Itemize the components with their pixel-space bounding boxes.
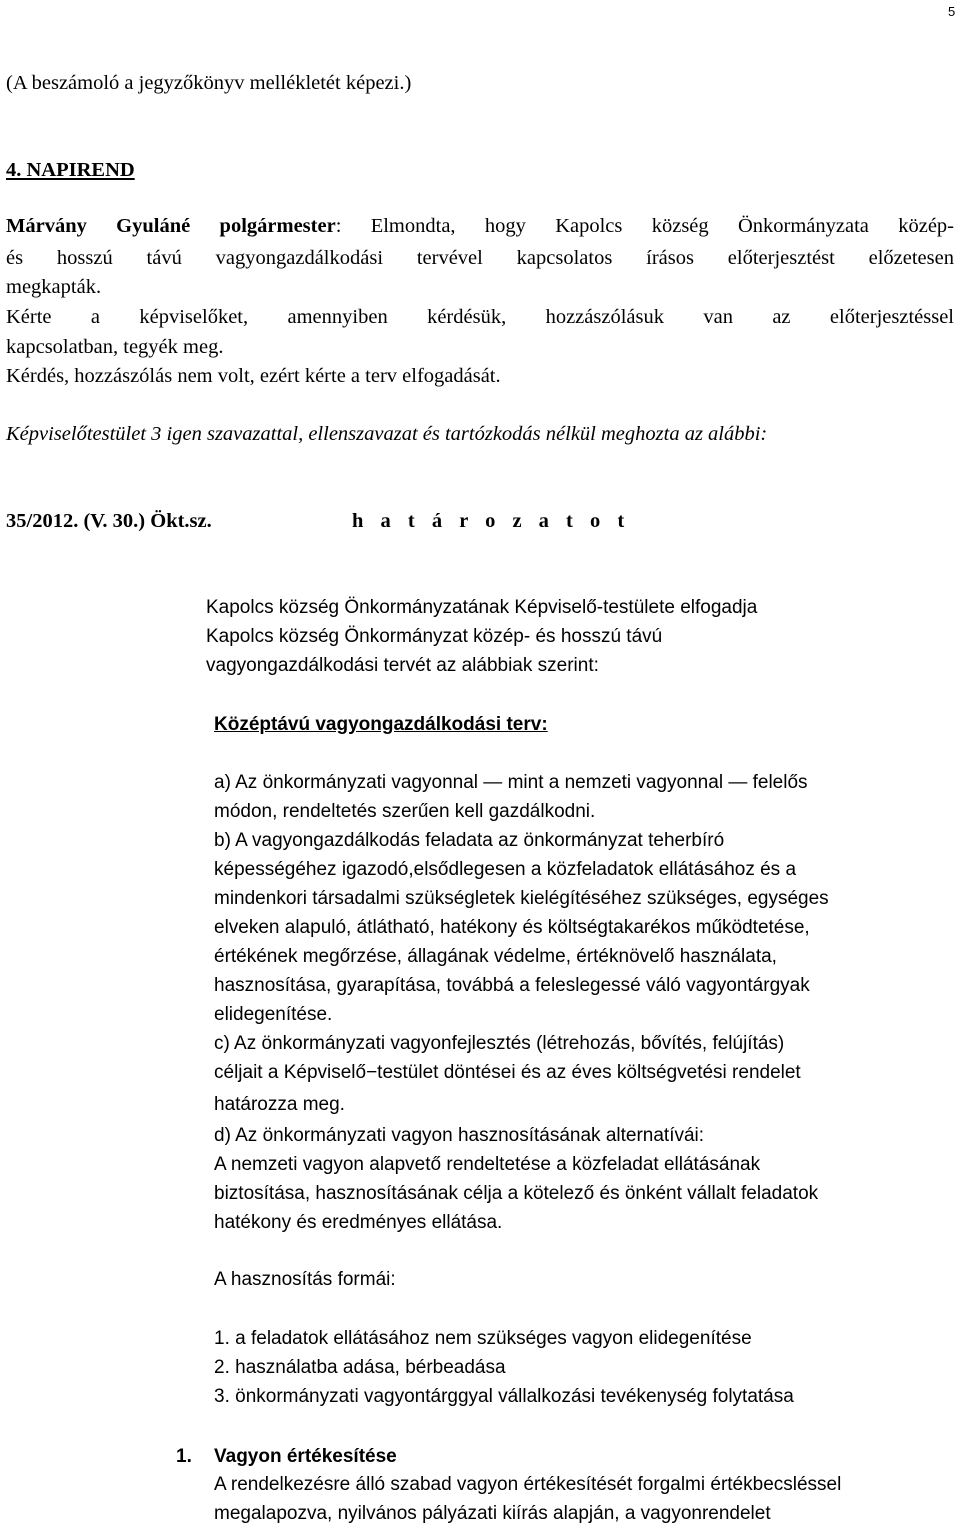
speech-line-5: kapcsolatban, tegyék meg.: [6, 336, 224, 358]
resolution-body-line-2: Kapolcs község Önkormányzat közép- és hosszú távú: [206, 626, 663, 647]
plan-line: mindenkori társadalmi szükségletek kielégítéséhez szükséges, egységes: [214, 888, 829, 909]
speech-line-4: Kérte a képviselőket, amennyiben kérdésük, hozzászólásuk van az előterjesztéssel: [6, 306, 954, 328]
plan-line: d) Az önkormányzati vagyon hasznosításának alternatívái:: [214, 1125, 705, 1146]
plan-line: hatékony és eredményes ellátása.: [214, 1212, 503, 1233]
resolution-body-line-1: Kapolcs község Önkormányzatának Képviselő-testülete elfogadja: [206, 597, 758, 618]
resolution-number: 35/2012. (V. 30.) Ökt.sz.: [6, 510, 212, 532]
page-number: 5: [948, 4, 956, 19]
section1-line: A rendelkezésre álló szabad vagyon értékesítését forgalmi értékbecsléssel: [214, 1474, 842, 1495]
forms-list-item: 2. használatba adása, bérbeadása: [214, 1357, 506, 1378]
forms-heading: A hasznosítás formái:: [214, 1269, 396, 1290]
plan-line: értékének megőrzése, állagának védelme, értéknövelő használata,: [214, 946, 777, 967]
section1-title: Vagyon értékesítése: [214, 1446, 397, 1467]
intro-line: (A beszámoló a jegyzőkönyv mellékletét képezi.): [6, 72, 412, 94]
plan-heading: Középtávú vagyongazdálkodási terv:: [214, 714, 548, 735]
resolution-label: h a t á r o z a t o t: [352, 510, 631, 532]
section1-number: 1.: [176, 1446, 192, 1467]
vote-line: Képviselőtestület 3 igen szavazattal, ellenszavazat és tartózkodás nélkül meghozta az alábbi:: [6, 423, 768, 445]
speech-line-1: [6, 212, 954, 240]
plan-line: elidegenítése.: [214, 1004, 333, 1025]
plan-line: határozza meg.: [214, 1094, 345, 1115]
plan-line: biztosítása, hasznosításának célja a kötelező és önként vállalt feladatok: [214, 1183, 819, 1204]
speech-line-6: Kérdés, hozzászólás nem volt, ezért kérte a terv elfogadását.: [6, 365, 501, 387]
section1-line: megalapozva, nyilvános pályázati kiírás alapján, a vagyonrendelet: [214, 1503, 771, 1524]
plan-line: c) Az önkormányzati vagyonfejlesztés (létrehozás, bővítés, felújítás): [214, 1033, 785, 1054]
resolution-body-line-3: vagyongazdálkodási tervét az alábbiak szerint:: [206, 655, 599, 676]
agenda-heading: 4. NAPIREND: [6, 159, 135, 181]
plan-line: képességéhez igazodó,elsődlegesen a közfeladatok ellátásához és a: [214, 859, 797, 880]
speech-line-3: megkapták.: [6, 276, 102, 298]
plan-line: elveken alapuló, átlátható, hatékony és költségtakarékos működtetése,: [214, 917, 810, 938]
forms-list-item: 1. a feladatok ellátásához nem szükséges vagyon elidegenítése: [214, 1328, 752, 1349]
forms-list-item: 3. önkormányzati vagyontárggyal vállalkozási tevékenység folytatása: [214, 1386, 794, 1407]
plan-line: módon, rendeltetés szerűen kell gazdálkodni.: [214, 801, 596, 822]
plan-line: A nemzeti vagyon alapvető rendeltetése a közfeladat ellátásának: [214, 1154, 761, 1175]
speech-line-2: és hosszú távú vagyongazdálkodási tervével kapcsolatos írásos előterjesztést előzetesen: [6, 247, 954, 269]
speech-line-1-rest: : Elmondta, hogy Kapolcs község Önkormányzata közép-: [335, 215, 955, 237]
speaker-name: Márvány Gyuláné polgármester: [6, 215, 336, 237]
plan-line: hasznosítása, gyarapítása, továbbá a feleslegessé váló vagyontárgyak: [214, 975, 810, 996]
plan-line: céljait a Képviselő−testület döntései és az éves költségvetési rendelet: [214, 1062, 801, 1083]
plan-line: b) A vagyongazdálkodás feladata az önkormányzat teherbíró: [214, 830, 725, 851]
plan-line: a) Az önkormányzati vagyonnal — mint a nemzeti vagyonnal — felelős: [214, 772, 808, 793]
